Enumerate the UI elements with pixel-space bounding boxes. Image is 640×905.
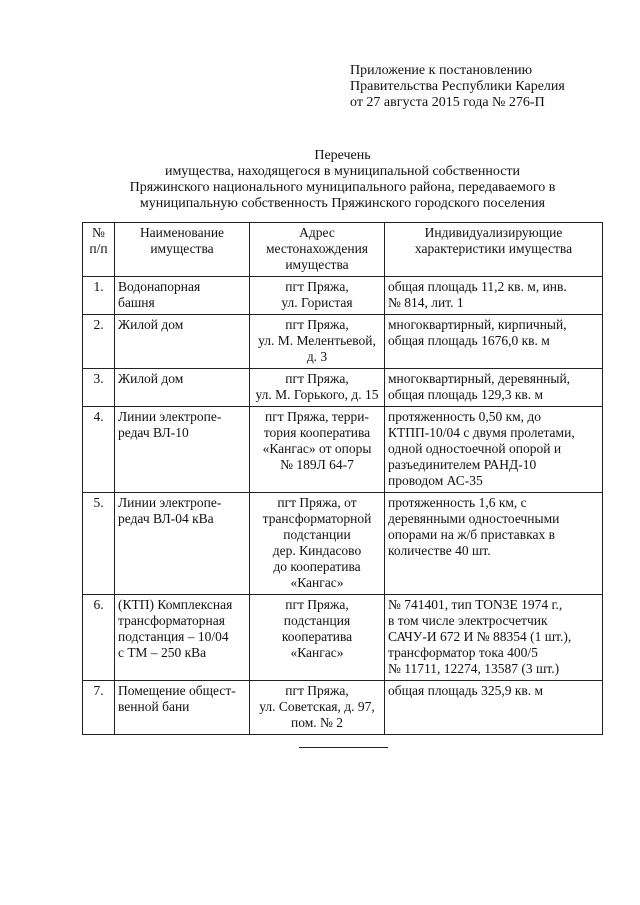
cell-characteristics-line: проводом АС-35: [388, 473, 483, 488]
header-number: № п/п: [83, 223, 115, 277]
cell-characteristics-line: № 814, лит. 1: [388, 295, 464, 310]
cell-characteristics-line: в том числе электросчетчик: [388, 613, 548, 628]
cell-name-line: редач ВЛ-04 кВа: [118, 511, 214, 526]
cell-characteristics: [385, 407, 603, 493]
cell-address: [250, 493, 385, 595]
cell-address-line: ул. М. Мелентьевой,: [258, 333, 376, 348]
cell-characteristics-line: общая площадь 11,2 кв. м, инв.: [388, 279, 567, 294]
cell-address-line: ул. М. Горького, д. 15: [255, 387, 379, 402]
cell-name: [115, 407, 250, 493]
cell-name-line: Помещение общест-: [118, 683, 236, 698]
table-row: [83, 407, 603, 493]
cell-characteristics-line: деревянными одностоечными: [388, 511, 560, 526]
appendix-note: [350, 63, 620, 111]
cell-characteristics-line: протяженность 0,50 км, до: [388, 409, 542, 424]
cell-name-line: Линии электропе-: [118, 409, 222, 424]
cell-address-line: «Кангас» от опоры: [262, 441, 372, 456]
cell-address-line: ул. Гористая: [281, 295, 353, 310]
table-row: [83, 315, 603, 369]
cell-name-line: Жилой дом: [118, 371, 184, 386]
cell-characteristics-line: протяженность 1,6 км, с: [388, 495, 527, 510]
cell-number: 4.: [83, 407, 115, 493]
cell-address: [250, 407, 385, 493]
cell-characteristics: [385, 369, 603, 407]
cell-characteristics-line: № 11711, 12274, 13587 (3 шт.): [388, 661, 560, 676]
cell-characteristics-line: многоквартирный, кирпичный,: [388, 317, 567, 332]
appendix-line: от 27 августа 2015 года № 276-П: [350, 95, 545, 110]
end-divider: [299, 747, 388, 748]
cell-name: [115, 315, 250, 369]
cell-name-line: редач ВЛ-10: [118, 425, 189, 440]
table-body: [83, 277, 603, 735]
cell-characteristics-line: САЧУ-И 672 И № 88354 (1 шт.),: [388, 629, 572, 644]
cell-address-line: пгт Пряжа,: [285, 317, 349, 332]
cell-characteristics-line: трансформатор тока 400/5: [388, 645, 538, 660]
table-row: [83, 493, 603, 595]
cell-characteristics-line: № 741401, тип TON3E 1974 г.,: [388, 597, 563, 612]
cell-name-line: (КТП) Комплексная: [118, 597, 233, 612]
cell-address-line: подстанции: [283, 527, 351, 542]
cell-number: 5.: [83, 493, 115, 595]
cell-name-line: Жилой дом: [118, 317, 184, 332]
table-row: [83, 595, 603, 681]
cell-name-line: с ТМ – 250 кВа: [118, 645, 207, 660]
cell-address: [250, 369, 385, 407]
cell-name-line: башня: [118, 295, 155, 310]
cell-characteristics-line: общая площадь 129,3 кв. м: [388, 387, 544, 402]
header-characteristics: Индивидуализирующие характеристики имущества: [385, 223, 603, 277]
cell-characteristics: [385, 277, 603, 315]
cell-characteristics: [385, 595, 603, 681]
cell-address-line: трансформаторной: [262, 511, 372, 526]
cell-address: [250, 681, 385, 735]
cell-characteristics-line: КТПП-10/04 с двумя пролетами,: [388, 425, 575, 440]
cell-number: 6.: [83, 595, 115, 681]
cell-address-line: ул. Советская, д. 97,: [259, 699, 375, 714]
cell-characteristics-line: разъединителем РАНД-10: [388, 457, 537, 472]
cell-address: [250, 277, 385, 315]
cell-address: [250, 315, 385, 369]
cell-name: [115, 277, 250, 315]
cell-address-line: № 189Л 64-7: [280, 457, 354, 472]
cell-address-line: «Кангас»: [290, 645, 344, 660]
title-line: муниципальную собственность Пряжинского городского поселения: [139, 196, 546, 211]
cell-number: 1.: [83, 277, 115, 315]
cell-name-line: Линии электропе-: [118, 495, 222, 510]
table-row: [83, 681, 603, 735]
cell-name: [115, 595, 250, 681]
title-heading: Перечень: [314, 148, 371, 163]
cell-address-line: пгт Пряжа,: [285, 683, 349, 698]
appendix-line: Приложение к постановлению: [350, 63, 533, 78]
header-address: Адрес местонахождения имущества: [250, 223, 385, 277]
cell-characteristics: [385, 315, 603, 369]
cell-number: 2.: [83, 315, 115, 369]
title-line: имущества, находящегося в муниципальной собственности: [164, 164, 521, 179]
cell-address-line: пгт Пряжа, от: [277, 495, 357, 510]
cell-characteristics: [385, 681, 603, 735]
cell-address-line: кооператива: [281, 629, 353, 644]
cell-address-line: пгт Пряжа,: [285, 371, 349, 386]
cell-characteristics-line: общая площадь 325,9 кв. м: [388, 683, 544, 698]
document-title: [80, 148, 605, 212]
cell-address-line: д. 3: [306, 349, 328, 364]
cell-address-line: до кооператива: [273, 559, 361, 574]
cell-address: [250, 595, 385, 681]
appendix-line: Правительства Республики Карелия: [350, 79, 565, 94]
cell-name: [115, 681, 250, 735]
cell-address-line: пгт Пряжа,: [285, 279, 349, 294]
cell-name-line: Водонапорная: [118, 279, 201, 294]
cell-characteristics-line: общая площадь 1676,0 кв. м: [388, 333, 550, 348]
property-table: [82, 222, 603, 735]
cell-address-line: пгт Пряжа,: [285, 597, 349, 612]
cell-number: 7.: [83, 681, 115, 735]
cell-name-line: подстанция – 10/04: [118, 629, 229, 644]
table-row: [83, 277, 603, 315]
cell-address-line: «Кангас»: [290, 575, 344, 590]
cell-name: [115, 369, 250, 407]
table-header-row: [83, 223, 603, 277]
cell-name-line: трансформаторная: [118, 613, 225, 628]
cell-address-line: пгт Пряжа, терри-: [265, 409, 369, 424]
cell-name-line: венной бани: [118, 699, 190, 714]
cell-characteristics-line: одной одностоечной опорой и: [388, 441, 562, 456]
cell-address-line: тория кооператива: [263, 425, 371, 440]
cell-characteristics: [385, 493, 603, 595]
title-line: Пряжинского национального муниципального района, передаваемого в: [129, 180, 556, 195]
cell-name: [115, 493, 250, 595]
cell-address-line: подстанция: [283, 613, 351, 628]
cell-characteristics-line: опорами на ж/б приставках в: [388, 527, 555, 542]
cell-number: 3.: [83, 369, 115, 407]
table-row: [83, 369, 603, 407]
header-name: Наименование имущества: [115, 223, 250, 277]
cell-characteristics-line: количестве 40 шт.: [388, 543, 491, 558]
cell-characteristics-line: многоквартирный, деревянный,: [388, 371, 571, 386]
cell-address-line: дер. Киндасово: [272, 543, 362, 558]
cell-address-line: пом. № 2: [290, 715, 344, 730]
